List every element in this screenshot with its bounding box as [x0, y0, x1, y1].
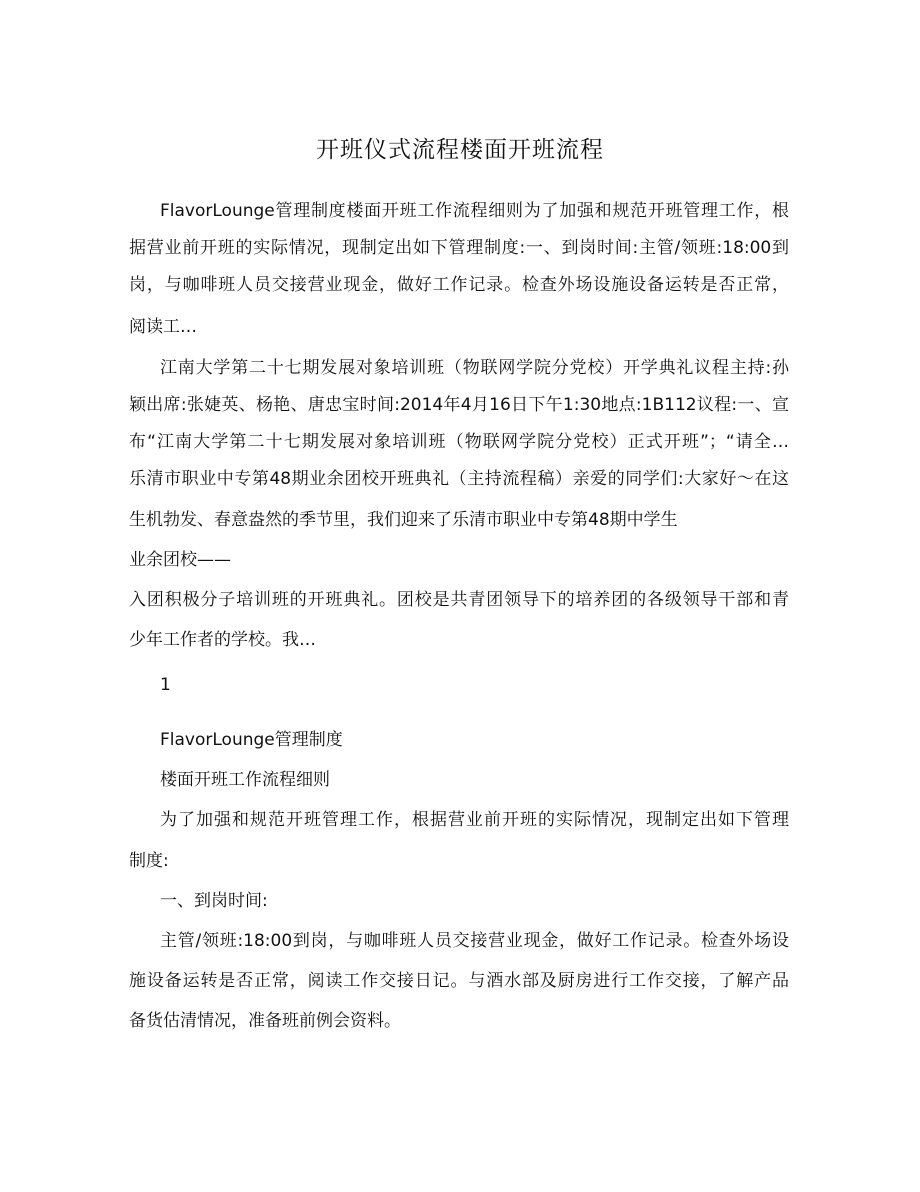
summary-line: 江南大学第二十七期发展对象培训班（物联网学院分党校）开学典礼议程主持:孙: [160, 358, 789, 378]
body-line: 为了加强和规范开班管理工作，根据营业前开班的实际情况，现制定出如下管理: [160, 810, 789, 830]
summary-line: 布“江南大学第二十七期发展对象培训班（物联网学院分党校）正式开班”；“请全…: [129, 432, 789, 452]
document-title: 开班仪式流程楼面开班流程: [316, 137, 604, 163]
body-line: 楼面开班工作流程细则: [160, 770, 330, 790]
summary-line: 颖出席:张婕英、杨艳、唐忠宝时间:2014年4月16日下午1:30地点:1B112议程:一、宣: [129, 395, 789, 415]
summary-line: 入团积极分子培训班的开班典礼。团校是共青团领导下的培养团的各级领导干部和青: [129, 590, 789, 610]
summary-line: 岗，与咖啡班人员交接营业现金，做好工作记录。检查外场设施设备运转是否正常，: [129, 275, 789, 295]
body-line: 制度:: [129, 851, 169, 871]
page-number: 1: [160, 675, 171, 695]
body-line: 主管/领班:18:00到岗，与咖啡班人员交接营业现金，做好工作记录。检查外场设: [160, 931, 789, 951]
summary-line: 阅读工…: [129, 317, 197, 337]
body-line: 备货估清情况，准备班前例会资料。: [129, 1011, 401, 1031]
summary-line: 少年工作者的学校。我…: [129, 630, 316, 650]
summary-line: 乐清市职业中专第48期业余团校开班典礼（主持流程稿）亲爱的同学们:大家好～在这: [129, 469, 789, 489]
summary-line: 业余团校——: [129, 550, 231, 570]
summary-line: 据营业前开班的实际情况，现制定出如下管理制度:一、到岗时间:主管/领班:18:00到: [129, 238, 789, 258]
body-line: 一、到岗时间:: [160, 891, 268, 911]
summary-line: 生机勃发、春意盎然的季节里，我们迎来了乐清市职业中专第48期中学生: [129, 510, 678, 530]
body-line: FlavorLounge管理制度: [160, 730, 343, 750]
summary-line: FlavorLounge管理制度楼面开班工作流程细则为了加强和规范开班管理工作，根: [160, 201, 789, 221]
body-line: 施设备运转是否正常，阅读工作交接日记。与酒水部及厨房进行工作交接，了解产品: [129, 971, 789, 991]
